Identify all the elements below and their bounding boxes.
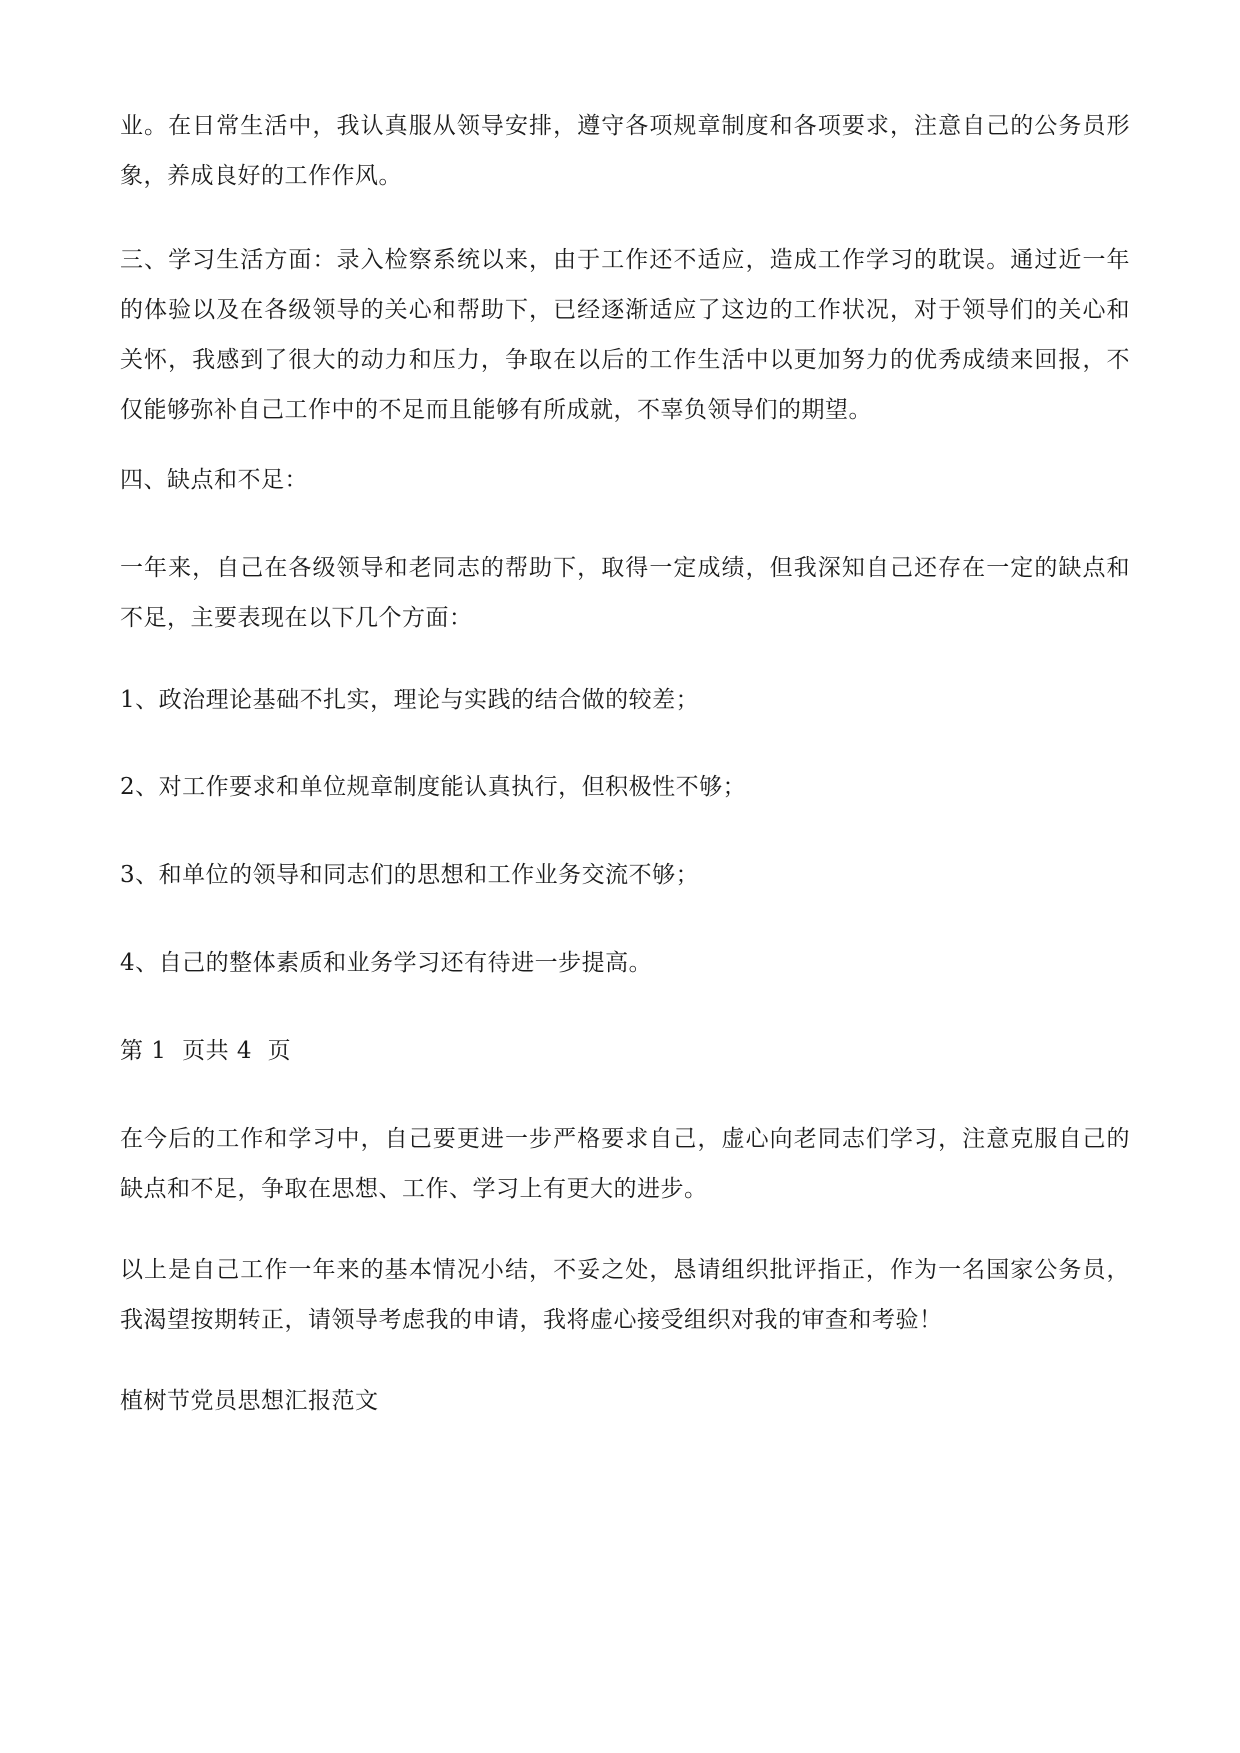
paragraph-future-plans: 在今后的工作和学习中，自己要更进一步严格要求自己，虚心向老同志们学习，注意克服自己的缺点和不足，争取在思想、工作、学习上有更大的进步。 [120, 1126, 1130, 1202]
list-item-1: 1、政治理论基础不扎实，理论与实践的结合做的较差； [120, 687, 700, 713]
paragraph-shortcomings-intro: 一年来，自己在各级领导和老同志的帮助下，取得一定成绩，但我深知自己还存在一定的缺点和不足，主要表现在以下几个方面： [120, 555, 1130, 631]
paragraph-work-style: 业。在日常生活中，我认真服从领导安排，遵守各项规章制度和各项要求，注意自己的公务员形象，养成良好的工作作风。 [120, 113, 1130, 189]
list-item-4: 4、自己的整体素质和业务学习还有待进一步提高。 [120, 950, 653, 976]
next-article-title: 植树节党员思想汇报范文 [120, 1388, 379, 1414]
paragraph-study-life: 三、学习生活方面：录入检察系统以来，由于工作还不适应，造成工作学习的耽误。通过近一年的体验以及在各级领导的关心和帮助下，已经逐渐适应了这边的工作状况，对于领导们的关心和关怀，我感到了很大的动力和压力，争取在以后的工作生活中以更加努力的优秀成绩来回报，不仅能够弥补自己工作中的不足而且能够有所成就，不辜负领导们的期望。 [120, 247, 1130, 423]
list-item-2: 2、对工作要求和单位规章制度能认真执行，但积极性不够； [120, 774, 747, 800]
section-heading-shortcomings: 四、缺点和不足： [120, 467, 308, 493]
paragraph-conclusion: 以上是自己工作一年来的基本情况小结，不妥之处，恳请组织批评指正，作为一名国家公务员，我渴望按期转正，请领导考虑我的申请，我将虚心接受组织对我的审查和考验！ [120, 1257, 1130, 1333]
page-number-footer: 第 1 页共 4 页 [120, 1038, 292, 1064]
list-item-3: 3、和单位的领导和同志们的思想和工作业务交流不够； [120, 862, 700, 888]
